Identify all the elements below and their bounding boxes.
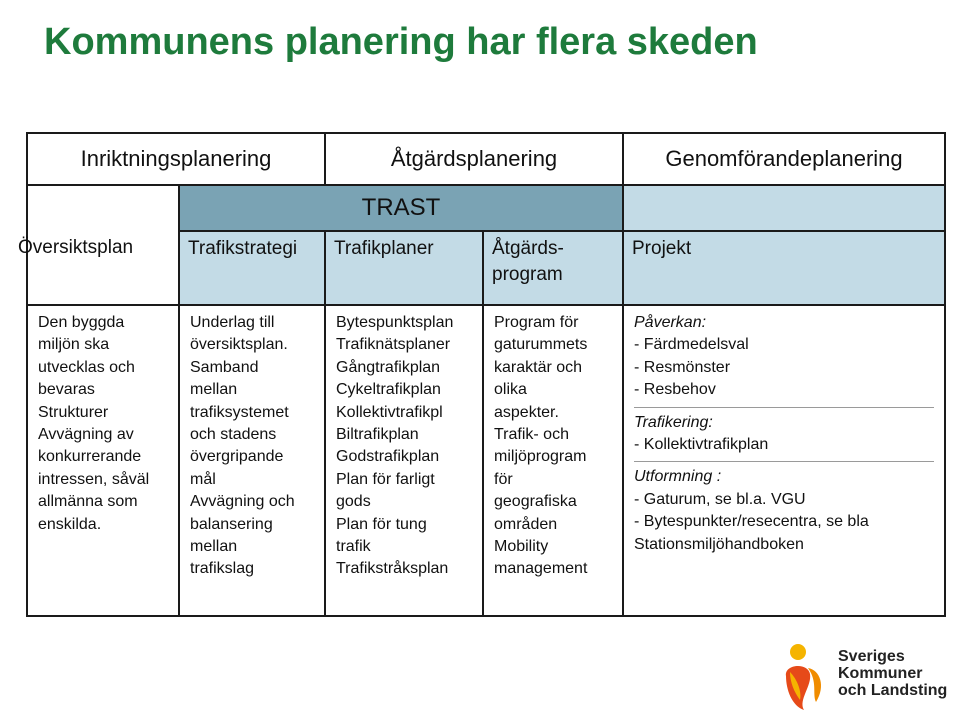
col3-line: Biltrafikplan bbox=[336, 426, 419, 444]
col1-cell bbox=[27, 305, 179, 616]
group-item: - Resbehov bbox=[634, 381, 716, 399]
blank-cell bbox=[27, 185, 179, 231]
col1-line: Avvägning av bbox=[38, 426, 134, 444]
logo-line: och Landsting bbox=[838, 682, 948, 699]
col2-line: Samband bbox=[190, 358, 259, 376]
group-heading: Trafikering: bbox=[634, 413, 713, 431]
col4-line: Program för bbox=[494, 314, 579, 331]
group-item: - Bytespunkter/resecentra, se bla bbox=[634, 513, 869, 531]
blue-band bbox=[623, 185, 945, 231]
level-atgardsprogram: Åtgärds- program bbox=[483, 231, 623, 305]
col1-line: konkurrerande bbox=[38, 448, 142, 466]
group-divider bbox=[634, 461, 934, 462]
logo-figure-orange-icon bbox=[808, 668, 821, 702]
col1-line: miljön ska bbox=[38, 336, 110, 354]
phase-inriktning: Inriktningsplanering bbox=[27, 133, 325, 185]
col3-line: Kollektivtrafikpl bbox=[336, 403, 443, 421]
col2-line: översiktsplan. bbox=[190, 336, 288, 354]
group-item: - Gaturum, se bl.a. VGU bbox=[634, 490, 806, 508]
col3-line: Godstrafikplan bbox=[336, 448, 440, 466]
col2-line: mellan bbox=[190, 381, 238, 399]
col4-line: Trafik- och bbox=[494, 426, 569, 444]
col2-line: Avvägning och bbox=[190, 493, 295, 511]
group-heading: Utformning : bbox=[634, 468, 722, 486]
col3-line: Bytespunktsplan bbox=[336, 314, 454, 331]
logo-head-icon bbox=[790, 644, 806, 660]
col2-line: övergripande bbox=[190, 448, 284, 466]
level-oversiktsplan: Översiktsplan bbox=[27, 231, 179, 305]
col1-line: allmänna som bbox=[38, 493, 138, 511]
col3-line: trafik bbox=[336, 538, 371, 556]
col3-cell bbox=[325, 305, 483, 616]
group-item: - Kollektivtrafikplan bbox=[634, 436, 769, 454]
group-heading: Påverkan: bbox=[634, 314, 707, 331]
trast-band: TRAST bbox=[179, 185, 623, 231]
col1-line: utvecklas och bbox=[38, 358, 135, 376]
group-item: - Färdmedelsval bbox=[634, 336, 749, 354]
col3-line: Gångtrafikplan bbox=[336, 358, 441, 376]
logo-line: Sveriges bbox=[838, 648, 905, 665]
col2-line: mellan bbox=[190, 538, 238, 556]
col2-line: trafiksystemet bbox=[190, 403, 289, 421]
group-item: Stationsmiljöhandboken bbox=[634, 535, 804, 553]
col4-line: områden bbox=[494, 515, 558, 533]
level-trafikplaner: Trafikplaner bbox=[325, 231, 483, 305]
col1-line: Den byggda bbox=[38, 314, 125, 331]
col4-line: olika bbox=[494, 381, 527, 399]
col2-cell bbox=[179, 305, 325, 616]
col5-cell bbox=[623, 305, 945, 616]
col4-cell bbox=[483, 305, 623, 616]
level-projekt: Projekt bbox=[623, 231, 945, 305]
col1-line: intressen, såväl bbox=[38, 470, 150, 488]
col2-line: balansering bbox=[190, 515, 273, 533]
col4-line: aspekter. bbox=[494, 403, 559, 421]
content-row bbox=[27, 305, 945, 616]
logo-line: Kommuner bbox=[838, 665, 923, 682]
col3-line: Cykeltrafikplan bbox=[336, 381, 441, 399]
col2-line: trafikslag bbox=[190, 560, 255, 578]
col1-line: enskilda. bbox=[38, 515, 102, 533]
skl-logo-text bbox=[838, 648, 947, 699]
col1-line: Strukturer bbox=[38, 403, 109, 421]
col3-line: Plan för farligt bbox=[336, 470, 435, 488]
phase-genomforande: Genomförandeplanering bbox=[623, 133, 945, 185]
level-trafikstrategi: Trafikstrategi bbox=[179, 231, 325, 305]
col4-line: gaturummets bbox=[494, 336, 588, 354]
col3-line: Plan för tung bbox=[336, 515, 427, 533]
col3-line: gods bbox=[336, 493, 371, 511]
col1-line: bevaras bbox=[38, 381, 95, 399]
col4-line: karaktär och bbox=[494, 358, 583, 376]
col4-line: geografiska bbox=[494, 493, 577, 511]
col3-line: Trafikstråksplan bbox=[336, 560, 449, 578]
col2-line: och stadens bbox=[190, 426, 277, 444]
col4-line: miljöprogram bbox=[494, 448, 587, 466]
level-row bbox=[27, 231, 945, 305]
col2-line: Underlag till bbox=[190, 314, 275, 331]
col4-line: för bbox=[494, 470, 513, 488]
slide-title: Kommunens planering har flera skeden bbox=[44, 21, 758, 63]
planning-table bbox=[18, 132, 946, 617]
col3-line: Trafiknätsplaner bbox=[336, 336, 451, 354]
trast-row bbox=[27, 185, 945, 231]
col2-line: mål bbox=[190, 470, 216, 488]
col4-line: Mobility bbox=[494, 538, 549, 556]
group-item: - Resmönster bbox=[634, 358, 731, 376]
group-divider bbox=[634, 407, 934, 408]
phase-row bbox=[27, 133, 945, 185]
phase-atgard: Åtgärdsplanering bbox=[325, 133, 623, 185]
col4-line: management bbox=[494, 560, 588, 578]
